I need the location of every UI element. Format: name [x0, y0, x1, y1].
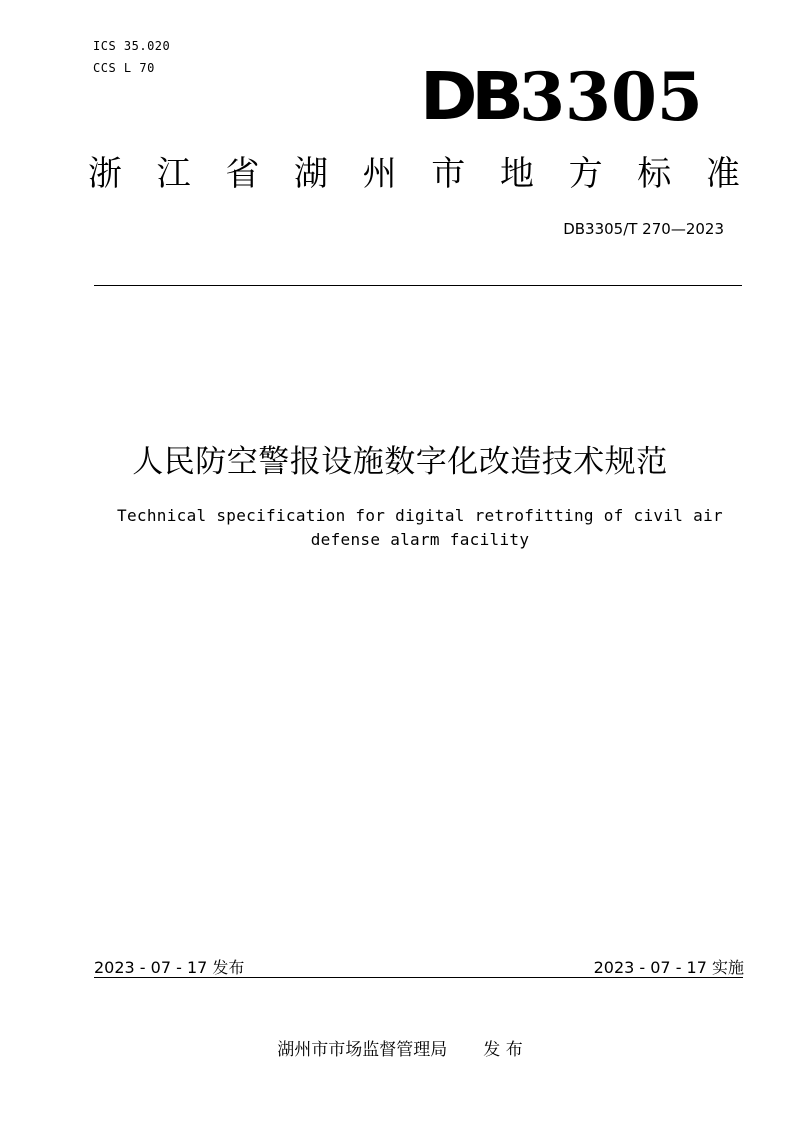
standard-type-char: 省 [225, 154, 260, 194]
chinese-title: 人民防空警报设施数字化改造技术规范 [132, 444, 668, 480]
publisher-action: 发 布 [483, 1040, 523, 1060]
english-title: Technical specification for digital retrofitting of civil air defense alarm facility [117, 506, 723, 549]
db-logo-number: 3305 [519, 58, 703, 136]
ccs-code: CCS L 70 [93, 61, 155, 75]
bottom-divider [94, 977, 743, 978]
standard-type-char: 江 [156, 154, 191, 194]
standard-type-char: 浙 [88, 154, 122, 194]
ics-code: ICS 35.020 [93, 39, 171, 53]
standard-type-char: 市 [431, 154, 466, 194]
publisher [0, 1035, 800, 1060]
standard-type-char: 准 [705, 154, 740, 194]
standard-type-char: 方 [568, 154, 603, 194]
db-logo-letters: DB [420, 58, 518, 135]
standard-type-char: 湖 [293, 154, 328, 194]
standard-type-char: 标 [637, 154, 672, 194]
top-divider [94, 285, 742, 286]
standard-type-title [88, 152, 740, 196]
standard-number: DB3305/T 270—2023 [563, 220, 724, 238]
publisher-name: 湖州市市场监督管理局 [277, 1040, 448, 1060]
db-logo [420, 58, 703, 136]
implementation-date: 2023 - 07 - 17 实施 [593, 958, 744, 977]
standard-type-char: 州 [362, 154, 397, 194]
issue-date: 2023 - 07 - 17 发布 [94, 958, 245, 977]
standard-type-char: 地 [499, 154, 534, 194]
